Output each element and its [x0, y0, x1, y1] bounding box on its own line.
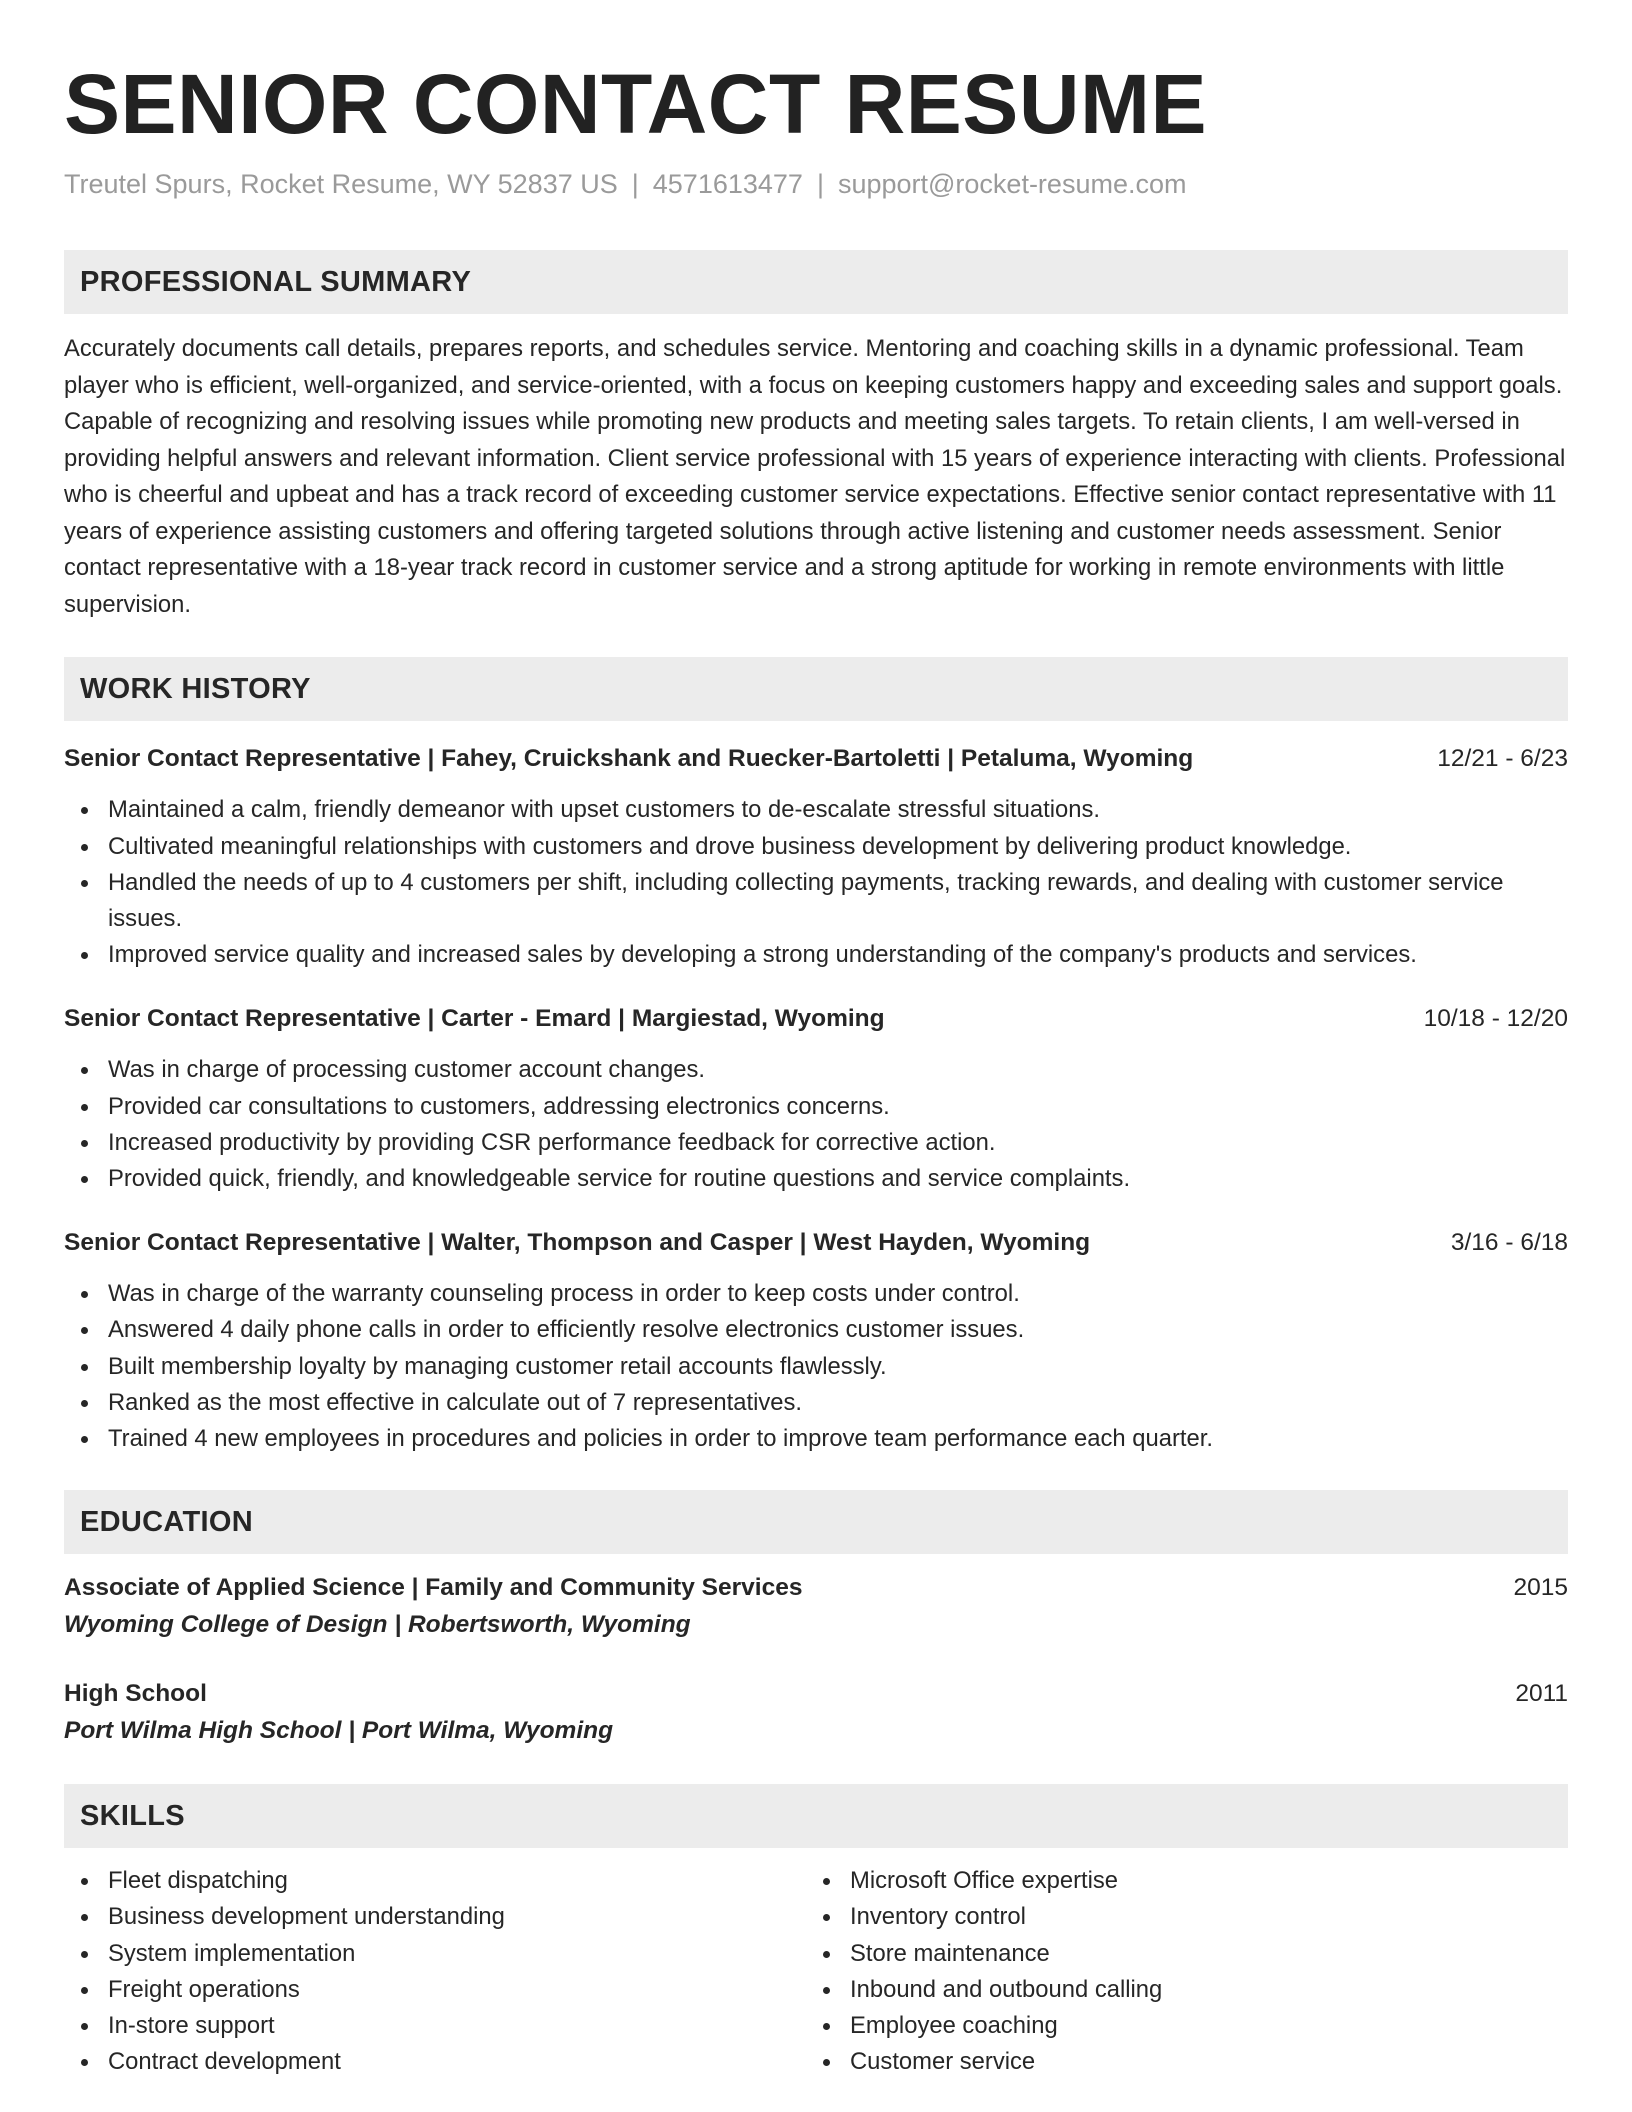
skill-item: Inbound and outbound calling	[850, 1972, 1568, 2008]
resume-title: SENIOR CONTACT RESUME	[64, 57, 1207, 151]
job-bullet: Ranked as the most effective in calculate out of 7 representatives.	[108, 1385, 1568, 1421]
contact-separator: |	[631, 169, 639, 199]
contact-email: support@rocket-resume.com	[837, 169, 1187, 199]
job-bullet: Was in charge of processing customer account changes.	[108, 1052, 1568, 1088]
job-entry	[64, 1225, 1568, 1457]
job-bullet: Maintained a calm, friendly demeanor with upset customers to de-escalate stressful situations.	[108, 792, 1568, 828]
job-bullet: Provided car consultations to customers, addressing electronics concerns.	[108, 1089, 1568, 1125]
contact-line	[64, 168, 1568, 200]
skill-item: Customer service	[850, 2044, 1568, 2080]
skill-item: Fleet dispatching	[108, 1863, 806, 1899]
job-bullets	[64, 1052, 1568, 1197]
skill-item: Contract development	[108, 2044, 806, 2080]
section-header-skills: SKILLS	[64, 1784, 1568, 1848]
job-bullet: Improved service quality and increased sales by developing a strong understanding of the company's products and services.	[108, 937, 1568, 973]
education-school: Port Wilma High School | Port Wilma, Wyoming	[64, 1717, 614, 1745]
job-heading: Senior Contact Representative | Fahey, Cruickshank and Ruecker-Bartoletti | Petaluma, Wyoming	[64, 745, 1194, 773]
skills-list	[64, 1863, 1568, 2080]
skill-item: Inventory control	[850, 1899, 1568, 1935]
skill-item: Business development understanding	[108, 1899, 806, 1935]
job-entry	[64, 741, 1568, 973]
job-bullet: Increased productivity by providing CSR performance feedback for corrective action.	[108, 1125, 1568, 1161]
education-degree: High School	[64, 1680, 207, 1708]
skill-item: Store maintenance	[850, 1936, 1568, 1972]
job-dates: 10/18 - 12/20	[1423, 1005, 1568, 1033]
job-bullet: Answered 4 daily phone calls in order to efficiently resolve electronics customer issues.	[108, 1312, 1568, 1348]
skill-item: Microsoft Office expertise	[850, 1863, 1568, 1899]
job-heading: Senior Contact Representative | Walter, Thompson and Casper | West Hayden, Wyoming	[64, 1229, 1091, 1257]
contact-address: Treutel Spurs, Rocket Resume, WY 52837 US	[64, 169, 618, 199]
education-degree: Associate of Applied Science | Family and Community Services	[64, 1574, 803, 1602]
contact-phone: 4571613477	[652, 169, 803, 199]
job-bullet: Provided quick, friendly, and knowledgeable service for routine questions and service complaints.	[108, 1161, 1568, 1197]
job-bullets	[64, 792, 1568, 973]
job-bullet: Cultivated meaningful relationships with customers and drove business development by delivering product knowledge.	[108, 829, 1568, 865]
skill-item: Freight operations	[108, 1972, 806, 2008]
skills-column-left	[64, 1863, 806, 2080]
education-year: 2015	[1513, 1574, 1568, 1602]
skill-item: In-store support	[108, 2008, 806, 2044]
job-bullet: Was in charge of the warranty counseling process in order to keep costs under control.	[108, 1276, 1568, 1312]
education-year: 2011	[1515, 1680, 1568, 1708]
job-bullet: Trained 4 new employees in procedures and policies in order to improve team performance each quarter.	[108, 1421, 1568, 1457]
section-header-summary: PROFESSIONAL SUMMARY	[64, 250, 1568, 314]
skill-item: Employee coaching	[850, 2008, 1568, 2044]
job-heading: Senior Contact Representative | Carter - Emard | Margiestad, Wyoming	[64, 1005, 885, 1033]
job-dates: 3/16 - 6/18	[1450, 1229, 1568, 1257]
education-school: Wyoming College of Design | Robertsworth, Wyoming	[64, 1611, 691, 1639]
summary-text: Accurately documents call details, prepares reports, and schedules service. Mentoring and coaching skills in a dynamic professional. Team player who is efficient, well-organized, and service-oriented, with a focus on keeping customers happy and exceeding sales and support goals. Capable of recognizing and resolving issues while promoting new products and meeting sales targets. To retain clients, I am well-versed in providing helpful answers and relevant information. Client service professional with 15 years of experience interacting with clients. Professional who is cheerful and upbeat and has a track record of exceeding customer service expectations. Effective senior contact representative with 11 years of experience assisting customers and offering targeted solutions through active listening and customer needs assessment. Senior contact representative with a 18-year track record in customer service and a strong aptitude for working in remote environments with little supervision.	[64, 335, 1566, 618]
job-entry	[64, 1001, 1568, 1197]
skill-item: System implementation	[108, 1936, 806, 1972]
job-dates: 12/21 - 6/23	[1437, 745, 1568, 773]
section-header-work-history: WORK HISTORY	[64, 657, 1568, 721]
contact-separator: |	[816, 169, 824, 199]
education-entry	[64, 1676, 1568, 1750]
job-bullet: Handled the needs of up to 4 customers per shift, including collecting payments, tracking rewards, and dealing with customer service issues.	[108, 865, 1568, 937]
job-bullet: Built membership loyalty by managing customer retail accounts flawlessly.	[108, 1349, 1568, 1385]
section-header-education: EDUCATION	[64, 1490, 1568, 1554]
skills-column-right	[806, 1863, 1568, 2080]
job-bullets	[64, 1276, 1568, 1457]
education-entry	[64, 1570, 1568, 1644]
